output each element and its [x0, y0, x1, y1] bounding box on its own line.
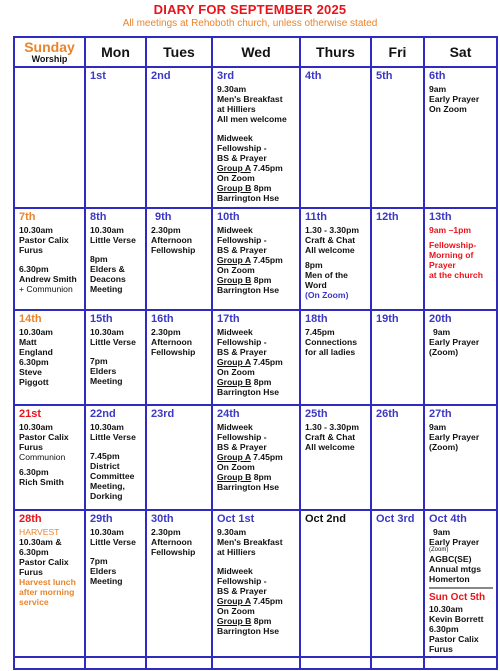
column-header-fri: Fri: [371, 37, 424, 67]
event-line: Meeting,: [90, 481, 125, 491]
date-label: Oct 4th: [429, 513, 467, 525]
event-line: 7.45pm: [90, 451, 120, 461]
event-line-group: [217, 616, 296, 626]
date-label: 6th: [429, 70, 446, 82]
date-label: 2nd: [151, 70, 171, 82]
date-label: 18th: [305, 313, 328, 325]
day-cell: [146, 405, 212, 510]
event-line: 9am: [429, 422, 447, 432]
event-line: Men's Breakfast: [217, 537, 283, 547]
group-b-time: 8pm: [251, 377, 272, 387]
event-line: service: [19, 597, 49, 607]
event-line: Dorking: [90, 491, 123, 501]
event-line: at the church: [429, 270, 483, 280]
day-cell: [146, 208, 212, 310]
event-line: Word: [305, 280, 327, 290]
group-a-label: Group A: [217, 163, 251, 173]
week-row: [14, 405, 497, 510]
date-label: 30th: [151, 513, 174, 525]
event-line: Early Prayer: [429, 537, 480, 547]
day-cell: [371, 67, 424, 208]
event-line: 10.30am: [90, 422, 124, 432]
event-line: Pastor Calix: [19, 432, 69, 442]
event-line: 10.30am: [90, 527, 124, 537]
day-cell: [424, 208, 497, 310]
day-cell: [212, 67, 300, 208]
event-line: 9.30am: [217, 527, 247, 537]
day-cell: [300, 67, 371, 208]
event-line: On Zoom: [217, 462, 255, 472]
day-cell: [85, 405, 146, 510]
event-line-group: [217, 452, 296, 462]
day-cell: [14, 510, 85, 657]
event-line: BS & Prayer: [217, 442, 267, 452]
event-line: Communion: [19, 452, 66, 462]
event-line: Barrington Hse: [217, 387, 280, 397]
day-cell: [85, 510, 146, 657]
day-cell: [424, 510, 497, 657]
day-cell-sun-empty: [14, 67, 85, 208]
event-line-group: [217, 275, 296, 285]
day-cell: [371, 657, 424, 669]
event-line: Fellowship: [151, 347, 196, 357]
event-line: Craft & Chat: [305, 432, 356, 442]
group-b-label: Group B: [217, 377, 252, 387]
event-line: On Zoom: [429, 104, 467, 114]
date-label: 24th: [217, 408, 240, 420]
event-line: 6.30pm: [429, 624, 459, 634]
event-line: HARVEST: [19, 527, 60, 537]
week-row-partial: [14, 657, 497, 669]
day-cell: [212, 657, 300, 669]
event-line: 2.30pm: [151, 527, 181, 537]
event-line: Fellowship: [151, 547, 196, 557]
date-label: Oct 3rd: [376, 513, 415, 525]
event-line: Elders &: [90, 264, 125, 274]
event-line: Afternoon: [151, 235, 193, 245]
event-line: 8pm: [90, 254, 108, 264]
date-label: 16th: [151, 313, 174, 325]
week-row: [14, 310, 497, 405]
event-line: Sun Oct 5th: [429, 592, 486, 603]
event-line: Afternoon: [151, 337, 193, 347]
event-line: at Hilliers: [217, 104, 256, 114]
event-line: Midweek: [217, 133, 253, 143]
column-header-thurs: Thurs: [300, 37, 371, 67]
event-line: Elders: [90, 366, 117, 376]
group-a-time: 7.45pm: [250, 255, 283, 265]
day-cell: [85, 657, 146, 669]
event-line: 9am: [433, 527, 451, 537]
day-cell: [424, 67, 497, 208]
event-line: 10.30am: [429, 604, 463, 614]
diary-subtitle: All meetings at Rehoboth church, unless otherwise stated: [122, 18, 378, 29]
event-line: 1.30 - 3.30pm: [305, 422, 359, 432]
header-row: [14, 37, 497, 67]
group-a-time: 7.45pm: [250, 163, 283, 173]
event-line: Furus: [19, 245, 43, 255]
event-line-group: [217, 357, 296, 367]
day-cell: [146, 67, 212, 208]
date-label: 9th: [155, 211, 172, 223]
event-line: Furus: [429, 644, 453, 654]
worship-label: Worship: [31, 54, 68, 64]
event-line: On Zoom: [217, 606, 255, 616]
day-cell: [300, 657, 371, 669]
group-a-time: 7.45pm: [250, 357, 283, 367]
event-line: Meeting: [90, 376, 123, 386]
event-line: 9am: [429, 84, 447, 94]
event-line: Little Verse: [90, 235, 136, 245]
event-line-group: [217, 255, 296, 265]
calendar-table: [13, 36, 498, 670]
event-line: Fellowship -: [217, 337, 267, 347]
date-label: 4th: [305, 70, 322, 82]
event-line: Fellowship -: [217, 576, 267, 586]
date-label: 27th: [429, 408, 452, 420]
date-label: 8th: [90, 211, 107, 223]
event-line: 9.30am: [217, 84, 247, 94]
event-line: Fellowship: [151, 245, 196, 255]
event-line-group: [217, 183, 296, 193]
event-line: 10.30am: [19, 422, 53, 432]
event-line: 7pm: [90, 556, 108, 566]
event-line: All welcome: [305, 442, 355, 452]
column-header-tues: Tues: [146, 37, 212, 67]
event-line: On Zoom: [217, 173, 255, 183]
date-label: 20th: [429, 313, 452, 325]
event-line: 9am: [433, 327, 451, 337]
date-label: 5th: [376, 70, 393, 82]
day-cell: [146, 510, 212, 657]
date-label: 23rd: [151, 408, 175, 420]
event-line: Committee: [90, 471, 135, 481]
event-line: (Zoom): [429, 547, 449, 553]
event-line: Craft & Chat: [305, 235, 356, 245]
event-line: Early Prayer: [429, 94, 480, 104]
date-label: 29th: [90, 513, 113, 525]
event-line: Meeting: [90, 284, 123, 294]
event-line: Fellowship -: [217, 143, 267, 153]
event-line: Little Verse: [90, 537, 136, 547]
event-line: 2.30pm: [151, 225, 181, 235]
event-line: Prayer: [429, 260, 456, 270]
column-header-sunday: [14, 37, 85, 67]
event-line: 1.30 - 3.30pm: [305, 225, 359, 235]
event-line: Pastor Calix: [19, 557, 69, 567]
event-line: 8pm: [305, 260, 323, 270]
group-b-label: Group B: [217, 472, 252, 482]
event-line: Connections: [305, 337, 358, 347]
diary-title: DIARY FOR SEPTEMBER 2025: [153, 2, 347, 17]
event-line: Andrew Smith: [19, 274, 77, 284]
date-label: 22nd: [90, 408, 116, 420]
divider: [429, 587, 493, 589]
date-label: Oct 2nd: [305, 513, 346, 525]
date-label: 3rd: [217, 70, 235, 82]
event-line: BS & Prayer: [217, 245, 267, 255]
event-line: Meeting: [90, 576, 123, 586]
event-line: 6.30pm: [19, 467, 49, 477]
event-line: Steve: [19, 367, 42, 377]
day-cell: [146, 657, 212, 669]
event-line: 10.30am: [19, 225, 53, 235]
day-cell: [85, 310, 146, 405]
event-line: BS & Prayer: [217, 586, 267, 596]
event-line: Pastor Calix: [429, 634, 479, 644]
event-line: Kevin Borrett: [429, 614, 484, 624]
event-line: Morning of: [429, 250, 474, 260]
date-label: 11th: [305, 211, 328, 223]
day-cell: [212, 405, 300, 510]
week-row: [14, 67, 497, 208]
event-line: Fellowship-: [429, 240, 477, 250]
day-cell: [300, 405, 371, 510]
event-line-group: [217, 472, 296, 482]
day-cell: [14, 208, 85, 310]
event-line: All men welcome: [217, 114, 287, 124]
date-label: 14th: [19, 313, 42, 325]
event-line: Harvest lunch: [19, 577, 76, 587]
event-line: On Zoom: [217, 265, 255, 275]
event-line: 7.45pm: [305, 327, 335, 337]
date-label: 10th: [217, 211, 240, 223]
event-line: Furus: [19, 442, 43, 452]
event-line: Homerton: [429, 574, 470, 584]
group-a-label: Group A: [217, 255, 251, 265]
event-line: Matt: [19, 337, 37, 347]
event-line: Afternoon: [151, 537, 193, 547]
event-line: (Zoom): [429, 347, 459, 357]
group-b-label: Group B: [217, 275, 252, 285]
event-line: Midweek: [217, 225, 253, 235]
week-row: [14, 208, 497, 310]
event-line: at Hilliers: [217, 547, 256, 557]
event-line: 10.30am: [90, 327, 124, 337]
day-cell: [146, 310, 212, 405]
date-label: 28th: [19, 513, 42, 525]
event-line-group: [217, 377, 296, 387]
day-cell: [14, 310, 85, 405]
event-line: On Zoom: [217, 367, 255, 377]
event-line: Piggott: [19, 377, 49, 387]
event-line: Barrington Hse: [217, 193, 280, 203]
event-line: 6.30pm: [19, 357, 49, 367]
group-a-time: 7.45pm: [250, 452, 283, 462]
column-header-wed: Wed: [212, 37, 300, 67]
date-label: 13th: [429, 211, 452, 223]
event-line: Little Verse: [90, 337, 136, 347]
event-line: 6.30pm: [19, 264, 49, 274]
event-line: Pastor Calix: [19, 235, 69, 245]
group-b-time: 8pm: [251, 275, 272, 285]
event-line: 9am –1pm: [429, 225, 472, 235]
event-line: Barrington Hse: [217, 626, 280, 636]
day-cell: [300, 208, 371, 310]
group-a-label: Group A: [217, 357, 251, 367]
event-line-group: [217, 596, 296, 606]
event-line: Men of the: [305, 270, 348, 280]
event-line-group: [217, 163, 296, 173]
date-label: 21st: [19, 408, 42, 420]
day-cell: [14, 405, 85, 510]
event-line: 2.30pm: [151, 327, 181, 337]
event-line: Little Verse: [90, 432, 136, 442]
day-cell: [212, 208, 300, 310]
event-line: Barrington Hse: [217, 482, 280, 492]
group-b-time: 8pm: [251, 183, 272, 193]
event-line: Early Prayer: [429, 432, 480, 442]
event-line: England: [19, 347, 53, 357]
event-line: (Zoom): [429, 442, 459, 452]
event-line: 10.30am: [19, 327, 53, 337]
event-line: BS & Prayer: [217, 347, 267, 357]
date-label: Oct 1st: [217, 513, 255, 525]
group-b-label: Group B: [217, 183, 252, 193]
event-line: Rich Smith: [19, 477, 64, 487]
group-a-time: 7.45pm: [250, 596, 283, 606]
event-line: Midweek: [217, 422, 253, 432]
event-line: Midweek: [217, 566, 253, 576]
event-line: 10.30am &: [19, 537, 62, 547]
day-cell: [371, 510, 424, 657]
day-cell: [14, 657, 85, 669]
sunday-label: Sunday: [24, 39, 75, 55]
event-line: Midweek: [217, 327, 253, 337]
date-label: 19th: [376, 313, 399, 325]
day-cell: [424, 310, 497, 405]
day-cell: [424, 657, 497, 669]
event-line: Barrington Hse: [217, 285, 280, 295]
date-label: 1st: [90, 70, 106, 82]
event-line: Fellowship -: [217, 432, 267, 442]
group-b-time: 8pm: [251, 472, 272, 482]
date-label: 17th: [217, 313, 240, 325]
event-line: for all ladies: [305, 347, 356, 357]
date-label: 26th: [376, 408, 399, 420]
day-cell: [371, 208, 424, 310]
event-line: 7pm: [90, 356, 108, 366]
event-line: Fellowship -: [217, 235, 267, 245]
group-a-label: Group A: [217, 452, 251, 462]
event-line: Early Prayer: [429, 337, 480, 347]
event-line: Men's Breakfast: [217, 94, 283, 104]
event-line: 6.30pm: [19, 547, 49, 557]
group-a-label: Group A: [217, 596, 251, 606]
date-label: 25th: [305, 408, 328, 420]
group-b-label: Group B: [217, 616, 252, 626]
day-cell: [371, 405, 424, 510]
event-line: District: [90, 461, 120, 471]
day-cell: [85, 67, 146, 208]
event-line: + Communion: [19, 284, 73, 294]
event-line: All welcome: [305, 245, 355, 255]
event-line: Furus: [19, 567, 43, 577]
event-line: AGBC(SE): [429, 554, 472, 564]
date-label: 7th: [19, 211, 36, 223]
column-header-mon: Mon: [85, 37, 146, 67]
date-label: 12th: [376, 211, 399, 223]
day-cell: [212, 310, 300, 405]
event-line: Elders: [90, 566, 117, 576]
day-cell: [300, 510, 371, 657]
event-line: Deacons: [90, 274, 126, 284]
column-header-sat: Sat: [424, 37, 497, 67]
week-row: [14, 510, 497, 657]
day-cell: [85, 208, 146, 310]
event-line: Annual mtgs: [429, 564, 482, 574]
event-line: after morning: [19, 587, 75, 597]
day-cell: [424, 405, 497, 510]
day-cell: [212, 510, 300, 657]
date-label: 15th: [90, 313, 113, 325]
group-b-time: 8pm: [251, 616, 272, 626]
day-cell: [371, 310, 424, 405]
day-cell: [300, 310, 371, 405]
event-line: (On Zoom): [305, 290, 349, 300]
event-line: 10.30am: [90, 225, 124, 235]
event-line: BS & Prayer: [217, 153, 267, 163]
